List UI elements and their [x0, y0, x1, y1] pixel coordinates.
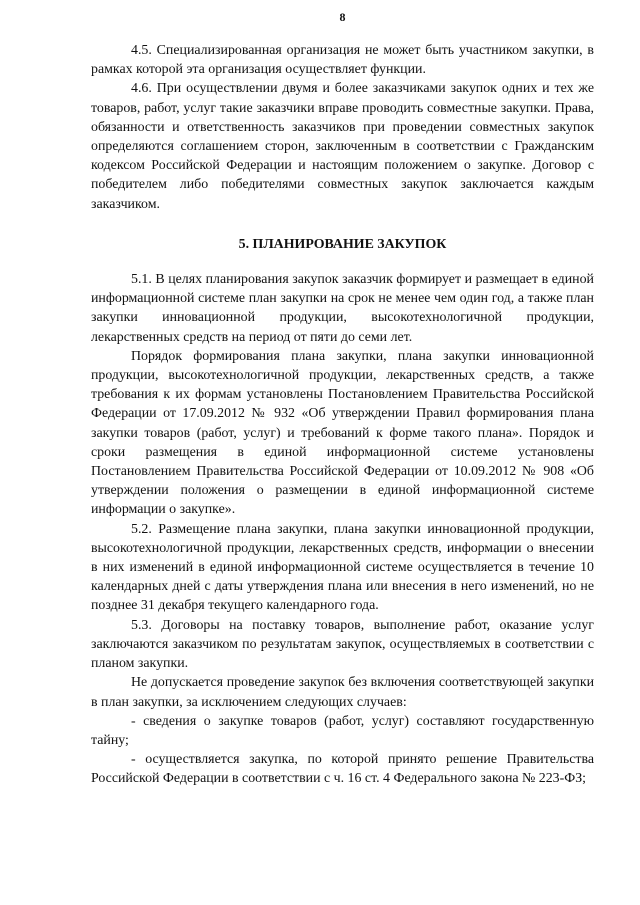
paragraph-exceptions-intro: Не допускается проведение закупок без включения соответствующей закупки в план закупки, за исключением следующих случаев: [91, 675, 594, 710]
paragraph-planning-procedure: Порядок формирования плана закупки, плана закупки инновационной продукции, высокотехнологичной продукции, лекарственных средств, а также требования к их формам установлены Постановлением Правительства Российской Федерации от 17.09.2012 № 932 «Об утверждении Правил формирования плана закупки товаров (работ, услуг) и требований к форме такого плана». Порядок и сроки размещения в единой информационной системе установлены Постановлением Правительства Российской Федерации от 10.09.2012 № 908 «Об утверждении положения о размещении в единой информационной системе информации о закупке». [91, 348, 594, 518]
page-number: 8 [339, 10, 346, 24]
list-item-government-decision: - осуществляется закупка, по которой принято решение Правительства Российской Федерации в соответствии с ч. 16 ст. 4 Федерального закона № 223-ФЗ; [91, 752, 594, 787]
paragraph-4-6: 4.6. При осуществлении двумя и более заказчиками закупок одних и тех же товаров, работ, услуг такие заказчики вправе проводить совместные закупки. Права, обязанности и ответственность заказчиков при проведении совместных закупок определяются соглашением сторон, заключенным в соответствии с Гражданским кодексом Российской Федерации и настоящим положением о закупке. Договор с победителем либо победителями совместных закупок заключается каждым заказчиком. [91, 81, 594, 212]
paragraph-5-2: 5.2. Размещение плана закупки, плана закупки инновационной продукции, высокотехнологичной продукции, лекарственных средств, информации о внесении в них изменений в единой информационной системе осуществляется в течение 10 календарных дней с даты утверждения плана или внесения в него изменений, но не позднее 31 декабря текущего календарного года. [91, 521, 594, 614]
paragraph-5-1: 5.1. В целях планирования закупок заказчик формирует и размещает в единой информационной системе план закупки на срок не менее чем один год, а также план закупки инновационной продукции, высокотехнологичной продукции, лекарственных средств на период от пяти до семи лет. [91, 272, 594, 345]
list-item-state-secret: - сведения о закупке товаров (работ, услуг) составляют государственную тайну; [91, 713, 594, 748]
paragraph-4-5: 4.5. Специализированная организация не может быть участником закупки, в рамках которой эта организация осуществляет функции. [91, 43, 594, 78]
paragraph-5-3: 5.3. Договоры на поставку товаров, выполнение работ, оказание услуг заключаются заказчиком по результатам закупок, осуществляемых в соответствии с планом закупки. [91, 617, 594, 672]
section-title: 5. ПЛАНИРОВАНИЕ ЗАКУПОК [238, 236, 447, 252]
